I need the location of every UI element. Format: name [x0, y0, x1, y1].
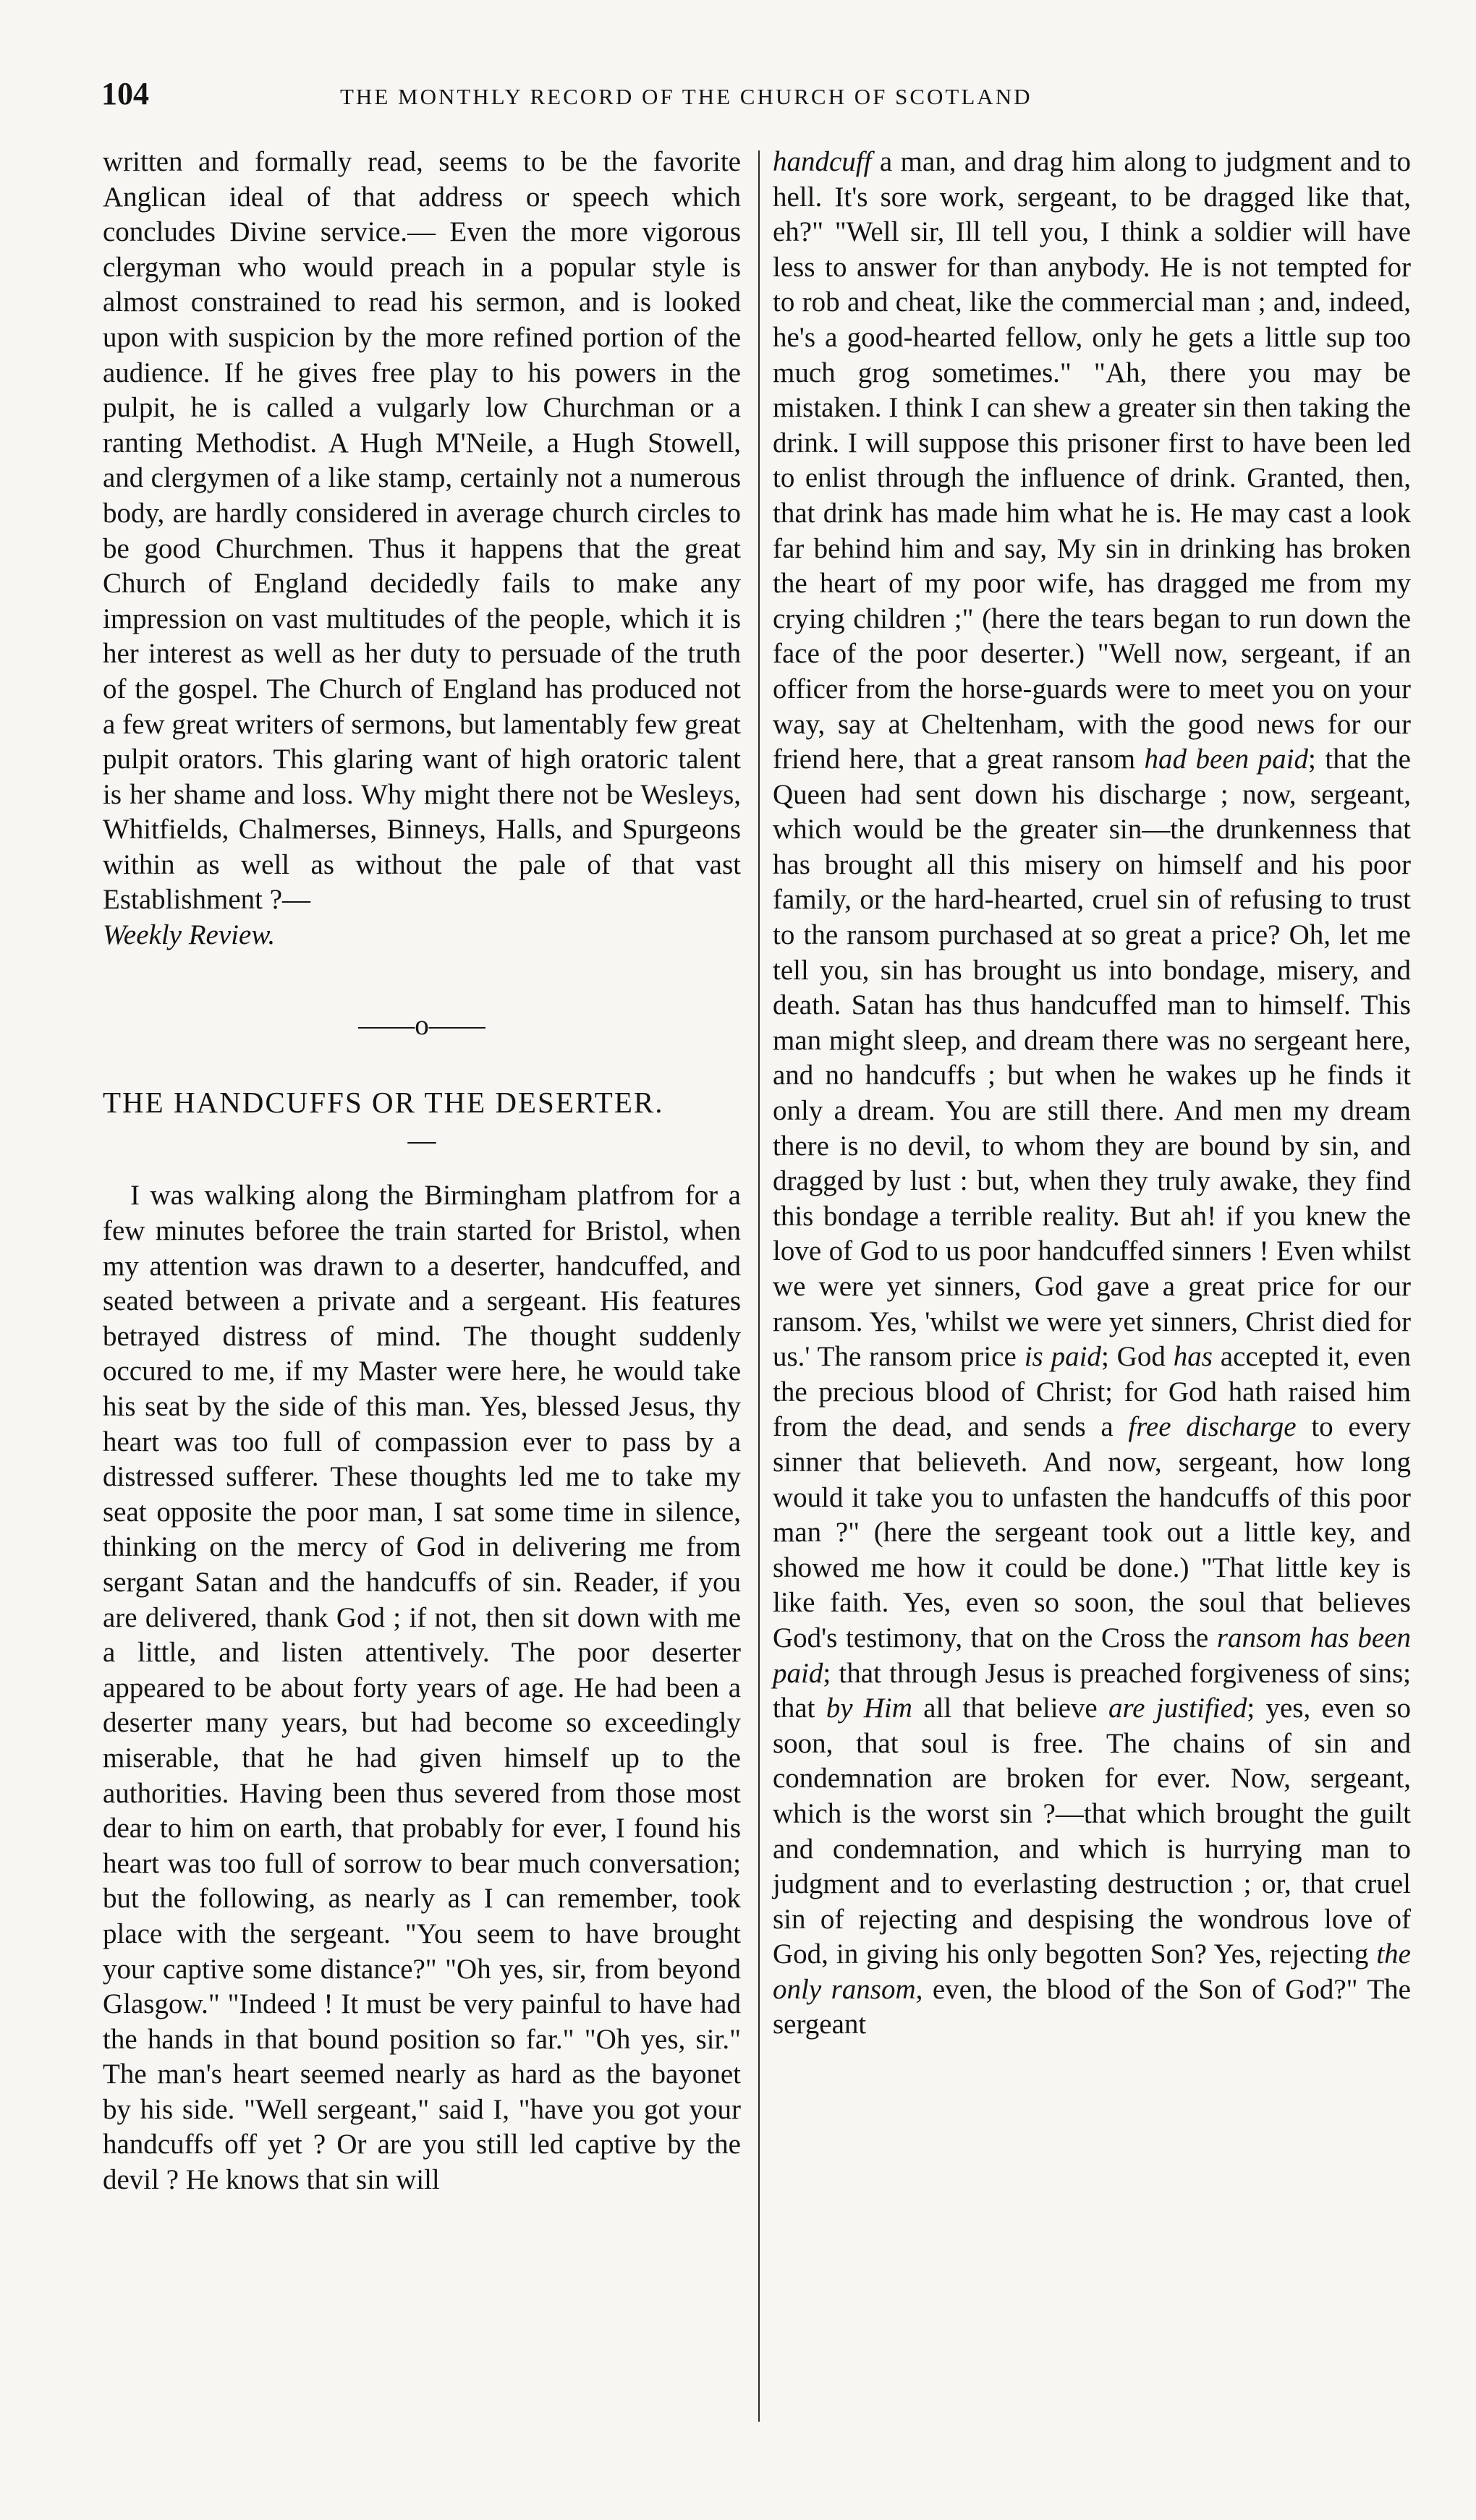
text-span: by Him: [826, 1693, 912, 1724]
text-span: has: [1173, 1341, 1213, 1373]
text-span: accepted it, even the precious blood of Christ; for God hath raised him from the dead, and sends a: [773, 1341, 1411, 1443]
source-attribution: Weekly Review.: [103, 919, 276, 951]
column-divider: [758, 150, 760, 2422]
right-column: [773, 145, 1411, 2043]
text-span: all that believe: [912, 1693, 1108, 1724]
running-title: THE MONTHLY RECORD OF THE CHURCH OF SCOTLAND: [340, 84, 1032, 109]
text-span: to every sinner that believeth. And now, sergeant, how long would it take you to unfasten the handcuffs of this poor man ?" (here the sergeant took out a little key, and showed me how it could be done.) "That little key is like faith. Yes, even so soon, the soul that believes God's testimony, that on the Cross the: [773, 1411, 1411, 1653]
title-rule: —: [407, 1124, 436, 1156]
section-ornament: ——o——: [358, 1009, 485, 1041]
page-header: [101, 75, 1440, 119]
text-span: is paid: [1024, 1341, 1101, 1373]
text-span: even, the blood of the Son of God?" The sergeant: [773, 1973, 1411, 2040]
text-span: ; God: [1100, 1341, 1174, 1373]
text-span: the only ransom,: [773, 1938, 1411, 2005]
text-span: had been paid: [1144, 744, 1309, 775]
text-span: ; yes, even so soon, that soul is free. The chains of sin and condemnation are broken for ever. Now, sergeant, which is the worst sin ?—that which brought the guilt and condemnation, and which is hurrying man to judgment and to everlasting destruction ; or, that cruel sin of rejecting and despising the wondrous love of God, in giving his only begotten Son? Yes, rejecting: [773, 1693, 1411, 1970]
text-span: are justified: [1108, 1693, 1247, 1724]
left-column: [103, 145, 741, 2198]
text-span: ransom has been paid: [773, 1622, 1411, 1689]
article-title: THE HANDCUFFS OR THE DESERTER.: [103, 1086, 664, 1120]
page-number: 104: [101, 76, 149, 111]
text-span: ; that through Jesus is preached forgiveness of sins; that: [773, 1657, 1411, 1724]
text-span: free discharge: [1128, 1411, 1297, 1443]
text-span: handcuff: [773, 146, 872, 177]
text-span: ; that the Queen had sent down his discharge ; now, sergeant, which would be the greater sin—the drunkenness that has brought all this misery on himself and his poor family, or the hard-hearted, cruel sin of refusing to trust to the ransom purchased at so great a price? Oh, let me tell you, sin has brought us into bondage, misery, and death. Satan has thus handcuffed man to himself. This man might sleep, and dream there was no sergeant here, and no handcuffs ; but when he wakes up he finds it only a dream. You are still there. And men my dream there is no devil, to whom they are bound by sin, and dragged by lust : but, when they truly awake, they find this bondage a terrible reality. But ah! if you knew the love of God to us poor handcuffed sinners ! Even whilst we were yet sinners, God gave a great price for our ransom. Yes, 'whilst we were yet sinners, Christ died for us.' The ransom price: [773, 744, 1411, 1373]
paragraph-sergeant-dialogue: [773, 145, 1411, 2043]
paragraph-deserter-story: I was walking along the Birmingham platfrom for a few minutes beforee the train started for Bristol, when my attention was drawn to a deserter, handcuffed, and seated between a private and a sergeant. His features betrayed distress of mind. The thought suddenly occured to me, if my Master were here, he would take his seat by the side of this man. Yes, blessed Jesus, thy heart was too full of compassion ever to pass by a distressed sufferer. These thoughts led me to take my seat opposite the poor man, I sat some time in silence, thinking on the mercy of God in delivering me from sergant Satan and the handcuffs of sin. Reader, if you are delivered, thank God ; if not, then sit down with me a little, and listen attentively. The poor deserter appeared to be about forty years of age. He had been a deserter many years, but had become so exceedingly miserable, that he had given himself up to the authorities. Having been thus severed from those most dear to him on earth, that probably for ever, I found his heart was too full of sorrow to bear much conversation; but the following, as nearly as I can remember, took place with the sergeant. "You seem to have brought your captive some distance?" "Oh yes, sir, from beyond Glasgow." "Indeed ! It must be very painful to have had the hands in that bound position so far." "Oh yes, sir." The man's heart seemed nearly as hard as the bayonet by his side. "Well sergeant," said I, "have you got your handcuffs off yet ? Or are you still led captive by the devil ? He knows that sin will: [103, 1180, 741, 2196]
paragraph-anglican-preaching: written and formally read, seems to be the favorite Anglican ideal of that address or speech which concludes Divine service.— Even the more vigorous clergyman who would preach in a popular style is almost constrained to read his sermon, and is looked upon with suspicion by the more refined portion of the audience. If he gives free play to his powers in the pulpit, he is called a vulgarly low Churchman or a ranting Methodist. A Hugh M'Neile, a Hugh Stowell, and clergymen of a like stamp, certainly not a numerous body, are hardly considered in average church circles to be good Churchmen. Thus it happens that the great Church of England decidedly fails to make any impression on vast multitudes of the people, which it is her interest as well as her duty to persuade of the truth of the gospel. The Church of England has produced not a few great writers of sermons, but lamentably few great pulpit orators. This glaring want of high oratoric talent is her shame and loss. Why might there not be Wesleys, Whitfields, Chalmerses, Binneys, Halls, and Spurgeons within as well as without the pale of that vast Establishment ?—: [103, 146, 741, 916]
text-span: a man, and drag him along to judgment and to hell. It's sore work, sergeant, to be dragged like that, eh?" "Well sir, Ill tell you, I think a soldier will have less to answer for than anybody. He is not tempted for to rob and cheat, like the commercial man ; and, indeed, he's a good-hearted fellow, only he gets a little sup too much grog sometimes." "Ah, there you may be mistaken. I think I can shew a greater sin then taking the drink. I will suppose this prisoner first to have been led to enlist through the influence of drink. Granted, then, that drink has made him what he is. He may cast a look far behind him and say, My sin in drinking has broken the heart of my poor wife, has dragged me from my crying children ;" (here the tears began to run down the face of the poor deserter.) "Well now, sergeant, if an officer from the horse-guards were to meet you on your way, say at Cheltenham, with the good news for our friend here, that a great ransom: [773, 146, 1411, 775]
